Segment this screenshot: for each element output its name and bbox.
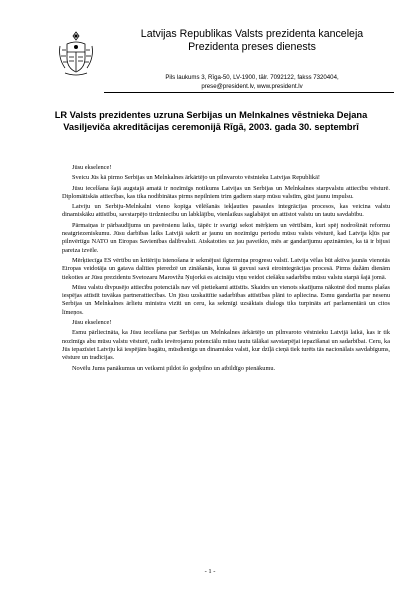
header-divider (104, 92, 394, 93)
header-institution (112, 28, 392, 54)
salutation: Jūsu ekselence! (72, 319, 112, 327)
address-line2: prese@president.lv, www.president.lv (201, 82, 303, 90)
paragraph: Sveicu Jūs kā pirmo Serbijas un Melnkalnes ārkārtējo un pilnvaroto vēstnieku Latvijas Republikā! (72, 174, 320, 182)
header-line2: Prezidenta preses dienests (188, 41, 316, 53)
paragraph: Novēlu Jums panākumus un veiksmi pildot šo godpilno un atbildīgo pienākumu. (72, 364, 276, 372)
coat-of-arms-emblem (55, 28, 97, 78)
paragraph: Mūsu valstu divpusējo attiecību potenciāls nav vēl pietiekami attīstīts. Skaidrs un vienots skatījums nākotnē dod mums plašas iespējas attīstīt tuvākas partnerattiecības. Un jūsu uzskaitītie sadarbības attīstības plāni to apliecina. Esmu gandarīta par nesenu Serbijas un Melnkalnes ārlietu ministra vizīti un ceru, ka sekmīgi uzsāktais dialogs tiks turpināts arī parlamentārā un citos līmeņos. (62, 283, 390, 316)
paragraph: Pārmaiņas ir pārbaudījums un pavērsienu laiks, tāpēc ir svarīgi sekot mērķiem un vērtībām, kuri spēj nodrošināt reformu neatgriezeniskumu. Jūsu darbības laiks Latvijā sakrīt ar jaunu un nozīmīgu periodu mūsu valsts vēsturē, kad Latvija kļūs par pilnvērtīgu NATO un Eiropas Savienības dalībvalsti. Atskatoties uz jau paveikto, mēs ar gandarījumu apzināmies, ka tā ir bijusi pareiza izvēle. (62, 221, 390, 254)
document-title: LR Valsts prezidentes uzruna Serbijas un Melnkalnes vēstnieka Dejana Vasiljeviča akreditācijas ceremonijā Rīgā, 2003. gada 30. septembrī (54, 110, 368, 132)
salutation: Jūsu ekselence! (72, 164, 112, 171)
paragraph: Mērķtiecīga ES vērtību un kritēriju īstenošana ir sekmējusi ilgtermiņa progresu valstī. Latvija vēlas būt aktīva jaunās vienotās Eiropas veidotāja un gatava dalīties pieredzē un zināšanās, kuras tā guvusi savā eirointegrācijas procesā. Pirms dažām dienām tiekoties ar Jūsu prezidentu Svetozaru Marovižu Ņujorkā es aicināju viņu veidot ciešāku sadarbību mūsu valstu starpā šajā jomā. (62, 256, 390, 281)
paragraph: Esmu pārliecināta, ka Jūsu iecelšana par Serbijas un Melnkalnes ārkārtējo un pilnvaroto vēstnieku Latvijā laikā, kas ir tik nozīmīgs abu mūsu valstu vēsturē, radīs ievērojamu potenciālu mūsu tautu tālākai savstarpējai iepazīšanai un sadarbībai. Ceru, ka Jūs iepazīsiet Latviju kā iespējām bagātu, mūsdienīgu un dinamisku valsti, kur dzīļā cieņā tiek turēts tās nacionālais savdabīgums, vēsture un tradīcijas. (62, 329, 390, 362)
speech-body (62, 164, 390, 375)
header-line1: Latvijas Republikas Valsts prezidenta kanceleja (140, 28, 364, 40)
paragraph: Latviju un Serbiju-Melnkalni vieno kopīga vēlēšanās iekļauties pasaules integrācijas procesos, kas veicina valstu dinamiskāku attīstību, savstarpējo tirdzniecību un labklājību, vienlaikus saglabājot un attīstot valstu un tautu savdabību. (62, 203, 390, 219)
address-line1: Pils laukums 3, Rīga-50, LV-1900, tālr. 7092122, fakss 7320404, (165, 74, 339, 81)
paragraph: Jūsu iecelšana šajā augstajā amatā ir nozīmīgs notikums Latvijas un Serbijas un Melnkalnes starpvalstu attiecību vēsturē. Diplomātiskās attiecības, kas tika nodibinātas pirms nepilniem trim gadiem starp mūsu valstīm, gūst jaunu impulsu. (62, 184, 390, 200)
header-address (112, 74, 392, 91)
page-number: - 1 - (204, 568, 216, 575)
